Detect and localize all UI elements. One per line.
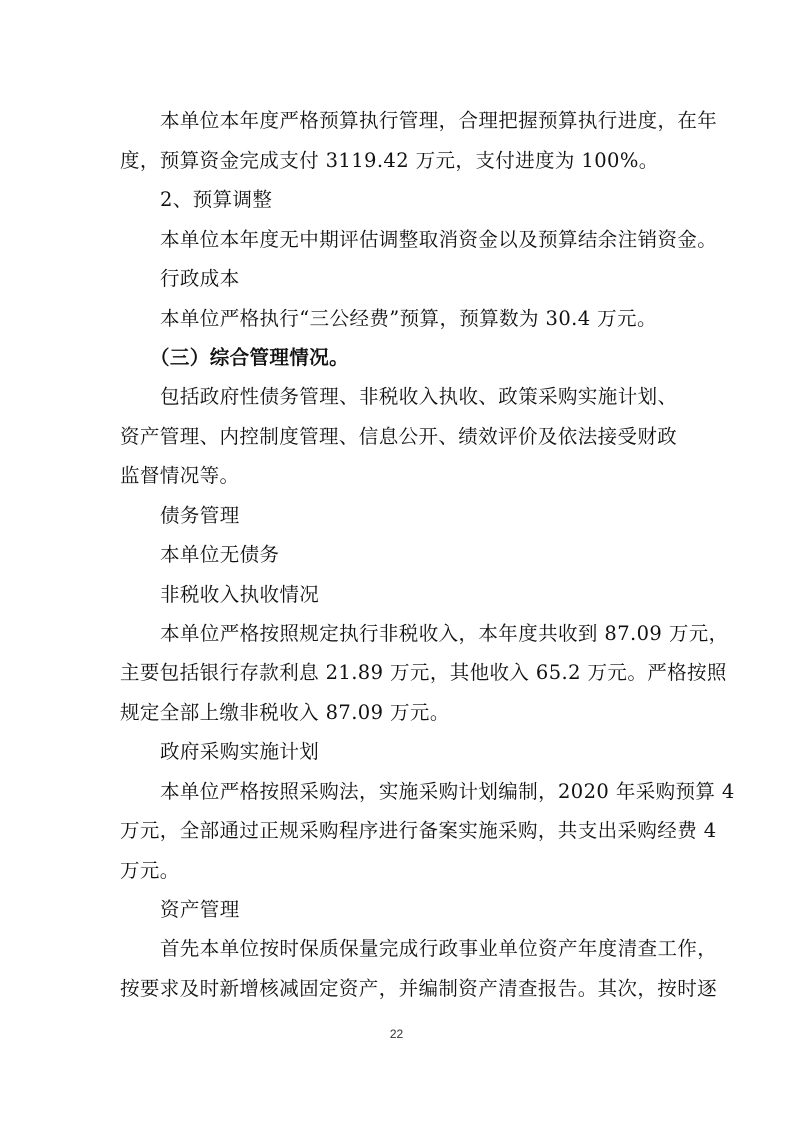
- subheading-procurement: 政府采购实施计划: [160, 740, 320, 763]
- paragraph-line: 资产管理、内控制度管理、信息公开、绩效评价及依法接受财政: [120, 425, 678, 448]
- subheading-nontax: 非税收入执收情况: [160, 583, 320, 606]
- section-heading: （三）综合管理情况。: [150, 346, 350, 369]
- paragraph-line: 本单位严格按照采购法，实施采购计划编制，2020 年采购预算 4: [160, 780, 735, 803]
- paragraph-line: 首先本单位按时保质保量完成行政事业单位资产年度清查工作，: [160, 937, 718, 960]
- paragraph-line: 本单位无债务: [160, 543, 280, 566]
- paragraph-line: 万元，全部通过正规采购程序进行备案实施采购，共支出采购经费 4: [120, 819, 717, 842]
- paragraph-line: 本单位本年度无中期评估调整取消资金以及预算结余注销资金。: [160, 228, 718, 251]
- paragraph-line: 万元。: [120, 859, 180, 882]
- paragraph-line: 度，预算资金完成支付 3119.42 万元，支付进度为 100%。: [120, 149, 659, 172]
- paragraph-line: 包括政府性债务管理、非税收入执收、政策采购实施计划、: [160, 385, 678, 408]
- paragraph-line: 按要求及时新增核减固定资产，并编制资产清查报告。其次，按时逐: [120, 977, 718, 1000]
- subheading-budget-adjust: 2、预算调整: [160, 188, 273, 211]
- subheading-assets: 资产管理: [160, 898, 240, 921]
- paragraph-line: 监督情况等。: [120, 464, 240, 487]
- subheading-debt: 债务管理: [160, 504, 240, 527]
- page-number: 22: [389, 1027, 404, 1041]
- paragraph-line: 规定全部上缴非税收入 87.09 万元。: [120, 701, 450, 724]
- paragraph-line: 本单位本年度严格预算执行管理，合理把握预算执行进度，在年: [160, 109, 718, 132]
- paragraph-line: 本单位严格执行“三公经费”预算，预算数为 30.4 万元。: [160, 307, 657, 330]
- subheading-admin-cost: 行政成本: [160, 267, 240, 290]
- paragraph-line: 本单位严格按照规定执行非税收入，本年度共收到 87.09 万元，: [160, 622, 729, 645]
- paragraph-line: 主要包括银行存款利息 21.89 万元，其他收入 65.2 万元。严格按照: [120, 661, 727, 684]
